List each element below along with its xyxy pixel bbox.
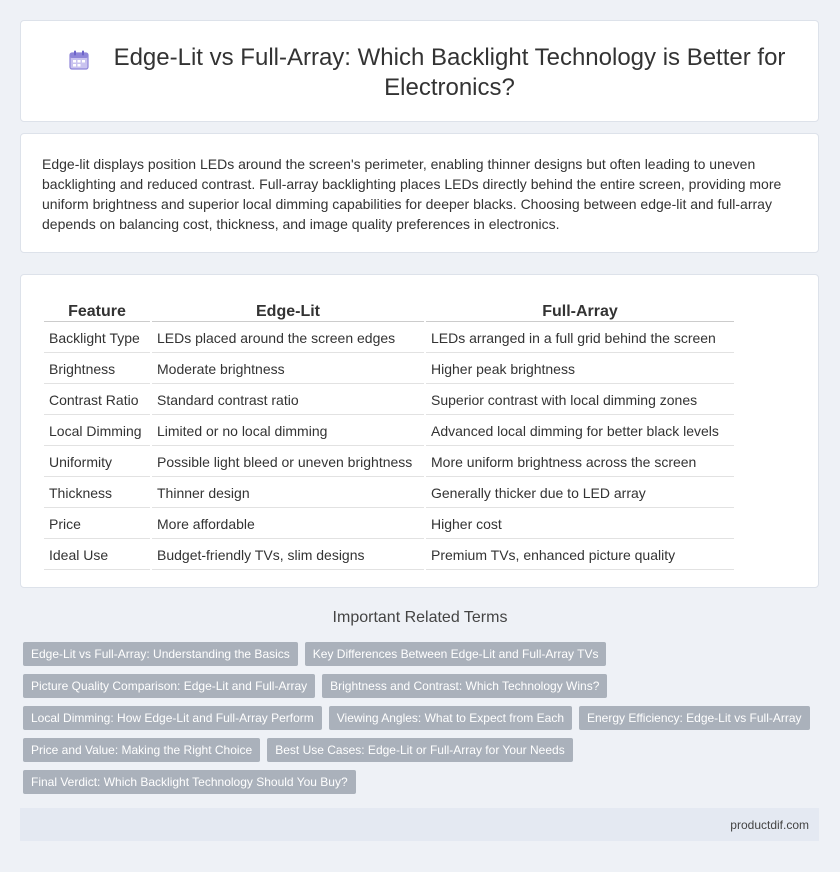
table-row <box>44 386 734 415</box>
footer <box>20 808 819 841</box>
header-full-array: Full-Array <box>426 297 734 322</box>
intro-card <box>20 133 819 253</box>
edge-lit-cell: Possible light bleed or uneven brightness <box>152 448 424 477</box>
related-terms-list <box>23 642 813 802</box>
related-term-tag[interactable]: Edge-Lit vs Full-Array: Understanding the Basics <box>23 642 298 666</box>
tag-row <box>23 706 813 730</box>
full-array-cell: Generally thicker due to LED array <box>426 479 734 508</box>
comparison-card <box>20 274 819 588</box>
edge-lit-cell: Limited or no local dimming <box>152 417 424 446</box>
intro-paragraph: Edge-lit displays position LEDs around the screen's perimeter, enabling thinner designs but often leading to uneven backlighting and reduced contrast. Full-array backlighting places LEDs directly behind the entire screen, providing more uniform brightness and superior local dimming capabilities for deeper blacks. Choosing between edge-lit and full-array depends on balancing cost, thickness, and image quality preferences in electronics. <box>42 156 782 232</box>
related-terms-title: Important Related Terms <box>332 609 508 626</box>
full-array-cell: Higher cost <box>426 510 734 539</box>
full-array-cell: Higher peak brightness <box>426 355 734 384</box>
feature-cell: Local Dimming <box>44 417 150 446</box>
feature-cell: Brightness <box>44 355 150 384</box>
comparison-table <box>42 295 736 572</box>
related-term-tag[interactable]: Viewing Angles: What to Expect from Each <box>329 706 572 730</box>
related-term-tag[interactable]: Picture Quality Comparison: Edge-Lit and Full-Array <box>23 674 315 698</box>
feature-cell: Backlight Type <box>44 324 150 353</box>
full-array-cell: More uniform brightness across the screen <box>426 448 734 477</box>
edge-lit-cell: Budget-friendly TVs, slim designs <box>152 541 424 570</box>
tag-row <box>23 642 813 666</box>
full-array-cell: Superior contrast with local dimming zones <box>426 386 734 415</box>
header-edge-lit: Edge-Lit <box>152 297 424 322</box>
feature-cell: Contrast Ratio <box>44 386 150 415</box>
edge-lit-cell: Moderate brightness <box>152 355 424 384</box>
table-row <box>44 417 734 446</box>
edge-lit-cell: Thinner design <box>152 479 424 508</box>
related-term-tag[interactable]: Energy Efficiency: Edge-Lit vs Full-Array <box>579 706 810 730</box>
related-term-tag[interactable]: Local Dimming: How Edge-Lit and Full-Array Perform <box>23 706 322 730</box>
feature-cell: Thickness <box>44 479 150 508</box>
related-term-tag[interactable]: Brightness and Contrast: Which Technology Wins? <box>322 674 607 698</box>
feature-cell: Price <box>44 510 150 539</box>
footer-site-link[interactable]: productdif.com <box>730 818 809 832</box>
header-feature: Feature <box>44 297 150 322</box>
feature-cell: Ideal Use <box>44 541 150 570</box>
table-row <box>44 324 734 353</box>
tag-row <box>23 770 813 794</box>
tag-row <box>23 738 813 762</box>
table-header-row <box>44 297 734 322</box>
tag-row <box>23 674 813 698</box>
full-array-cell: Premium TVs, enhanced picture quality <box>426 541 734 570</box>
full-array-cell: Advanced local dimming for better black levels <box>426 417 734 446</box>
feature-cell: Uniformity <box>44 448 150 477</box>
related-term-tag[interactable]: Price and Value: Making the Right Choice <box>23 738 260 762</box>
table-row <box>44 541 734 570</box>
edge-lit-cell: More affordable <box>152 510 424 539</box>
edge-lit-cell: LEDs placed around the screen edges <box>152 324 424 353</box>
related-term-tag[interactable]: Best Use Cases: Edge-Lit or Full-Array for Your Needs <box>267 738 572 762</box>
table-row <box>44 479 734 508</box>
full-array-cell: LEDs arranged in a full grid behind the screen <box>426 324 734 353</box>
related-term-tag[interactable]: Final Verdict: Which Backlight Technology Should You Buy? <box>23 770 356 794</box>
related-term-tag[interactable]: Key Differences Between Edge-Lit and Full-Array TVs <box>305 642 607 666</box>
table-row <box>44 510 734 539</box>
table-row <box>44 355 734 384</box>
page-title: Edge-Lit vs Full-Array: Which Backlight Technology is Better for Electronics? <box>113 44 786 101</box>
edge-lit-cell: Standard contrast ratio <box>152 386 424 415</box>
table-row <box>44 448 734 477</box>
header-card <box>20 20 819 122</box>
